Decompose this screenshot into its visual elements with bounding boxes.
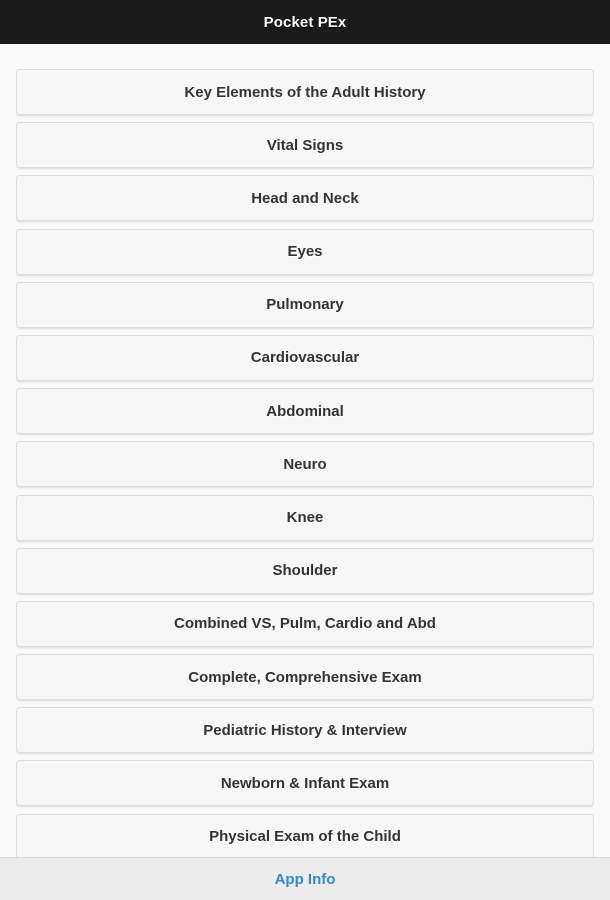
menu-item-knee[interactable]	[16, 495, 594, 541]
menu-item-abdominal[interactable]	[16, 388, 594, 434]
menu-item-label: Vital Signs	[266, 136, 344, 154]
menu-item-label: Neuro	[283, 455, 327, 473]
menu-item-cardiovascular[interactable]	[16, 335, 594, 381]
menu-item-label: Head and Neck	[251, 189, 359, 207]
menu-item-newborn-infant-exam[interactable]	[16, 760, 594, 806]
menu-item-label: Key Elements of the Adult History	[184, 83, 426, 101]
menu-item-label: Cardiovascular	[250, 349, 360, 367]
menu-item-label: Eyes	[287, 243, 323, 261]
menu-item-shoulder[interactable]	[16, 548, 594, 594]
page-title: Pocket PEx	[263, 13, 347, 31]
menu-item-label: Pediatric History & Interview	[203, 721, 407, 739]
menu-item-comprehensive-exam[interactable]	[16, 654, 594, 700]
menu-item-label: Physical Exam of the Child	[209, 828, 401, 846]
menu-item-child-exam[interactable]	[16, 814, 594, 857]
app-footer	[0, 857, 610, 900]
app-info-link[interactable]: App Info	[274, 870, 336, 888]
menu-item-vital-signs[interactable]	[16, 122, 594, 168]
menu-item-head-and-neck[interactable]	[16, 175, 594, 221]
menu-item-neuro[interactable]	[16, 441, 594, 487]
app-header	[0, 0, 610, 44]
menu-item-label: Pulmonary	[266, 296, 344, 314]
menu-item-label: Complete, Comprehensive Exam	[188, 668, 422, 686]
menu-item-label: Knee	[286, 509, 324, 526]
menu-item-combined-exam[interactable]	[16, 601, 594, 647]
menu-item-eyes[interactable]	[16, 229, 594, 275]
menu-item-adult-history[interactable]	[16, 69, 594, 115]
menu-item-label: Shoulder	[272, 562, 338, 580]
menu-item-pulmonary[interactable]	[16, 282, 594, 328]
menu-item-label: Combined VS, Pulm, Cardio and Abd	[174, 615, 436, 633]
exam-menu-list	[16, 69, 594, 857]
menu-item-label: Abdominal	[266, 402, 344, 420]
menu-item-pediatric-history[interactable]	[16, 707, 594, 753]
menu-item-label: Newborn & Infant Exam	[220, 774, 390, 792]
